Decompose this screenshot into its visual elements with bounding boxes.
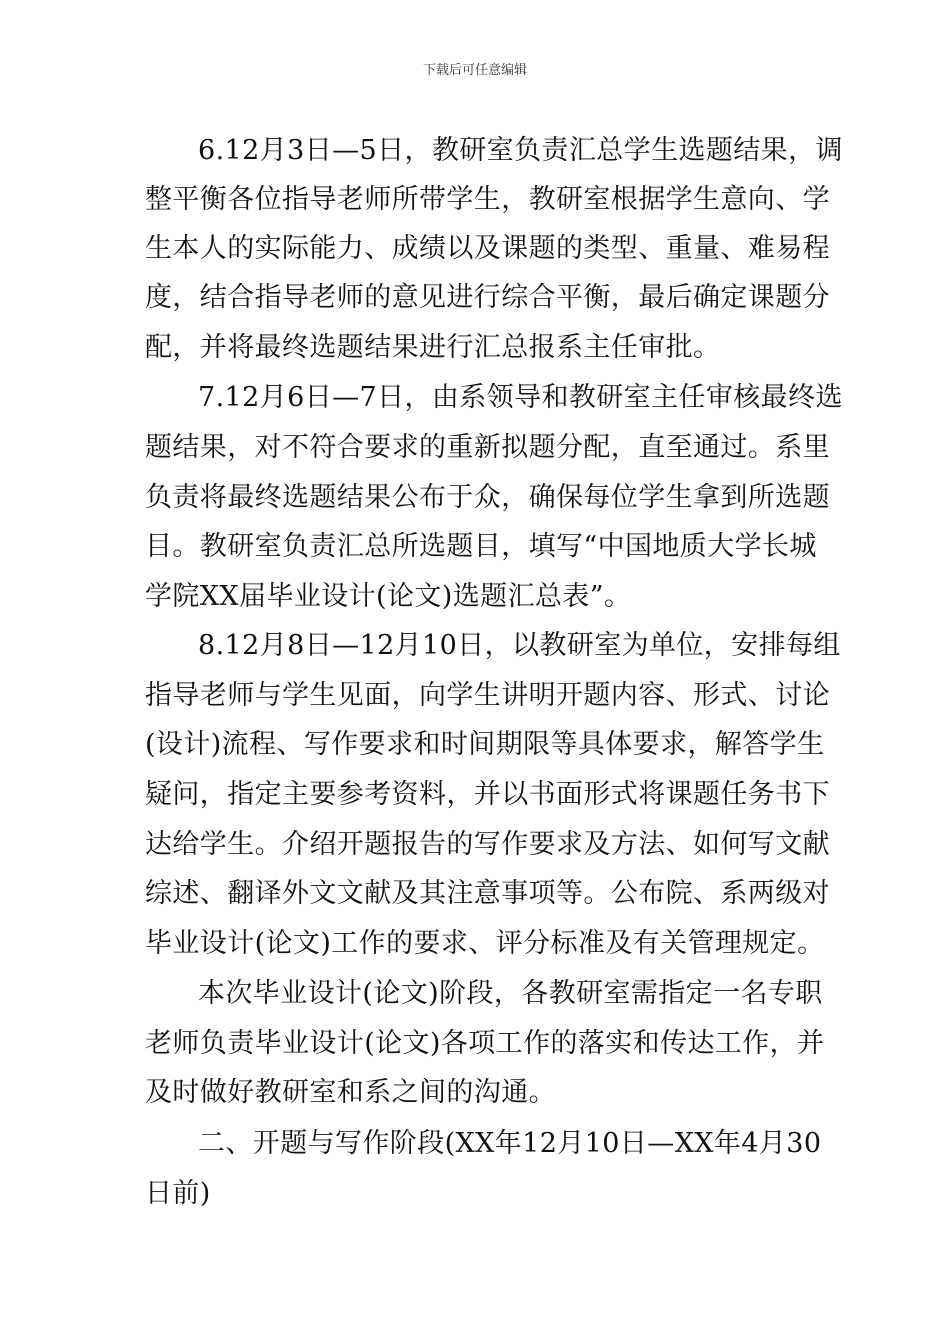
paragraph-note-line-3: 及时做好教研室和系之间的沟通。 (145, 1077, 556, 1108)
paragraph-note-line-2: 老师负责毕业设计(论文)各项工作的落实和传达工作，并 (145, 1028, 825, 1059)
paragraph-8-line-5: 达给学生。介绍开题报告的写作要求及方法、如何写文献 (145, 829, 830, 860)
page-header: 下载后可任意编辑 (422, 63, 527, 78)
paragraph-8-line-6: 综述、翻译外文文献及其注意事项等。公布院、系两级对 (145, 878, 830, 909)
paragraph-7-line-2: 题结果，对不符合要求的重新拟题分配，直至通过。系里 (145, 432, 830, 463)
paragraph-7-line-4: 目。教研室负责汇总所选题目，填写“中国地质大学长城 (145, 531, 817, 562)
paragraph-8-line-1: 8.12月8日—12月10日，以教研室为单位，安排每组 (198, 630, 841, 661)
paragraph-6-line-4: 度，结合指导老师的意见进行综合平衡，最后确定课题分 (145, 282, 830, 313)
paragraph-7-line-3: 负责将最终选题结果公布于众，确保每位学生拿到所选题 (145, 482, 830, 513)
paragraph-6-line-2: 整平衡各位指导老师所带学生，教研室根据学生意向、学 (145, 184, 830, 215)
paragraph-8-line-3: (设计)流程、写作要求和时间期限等具体要求，解答学生 (145, 729, 825, 760)
section-heading-line-2: 日前) (145, 1178, 211, 1209)
paragraph-7-line-1: 7.12月6日—7日，由系领导和教研室主任审核最终选 (198, 382, 843, 413)
paragraph-7-line-5: 学院XX届毕业设计(论文)选题汇总表”。 (145, 581, 632, 612)
section-heading-line-1: 二、开题与写作阶段(XX年12月10日—XX年4月30 (198, 1128, 822, 1159)
paragraph-6-line-1: 6.12月3日—5日，教研室负责汇总学生选题结果，调 (198, 135, 843, 166)
paragraph-note-line-1: 本次毕业设计(论文)阶段，各教研室需指定一名专职 (198, 978, 823, 1009)
paragraph-6-line-5: 配，并将最终选题结果进行汇总报系主任审批。 (145, 332, 721, 363)
paragraph-8-line-7: 毕业设计(论文)工作的要求、评分标准及有关管理规定。 (145, 928, 825, 959)
paragraph-8-line-4: 疑问，指定主要参考资料，并以书面形式将课题任务书下 (145, 779, 830, 810)
paragraph-6-line-3: 生本人的实际能力、成绩以及课题的类型、重量、难易程 (145, 233, 830, 264)
paragraph-8-line-2: 指导老师与学生见面，向学生讲明开题内容、形式、讨论 (145, 680, 830, 711)
